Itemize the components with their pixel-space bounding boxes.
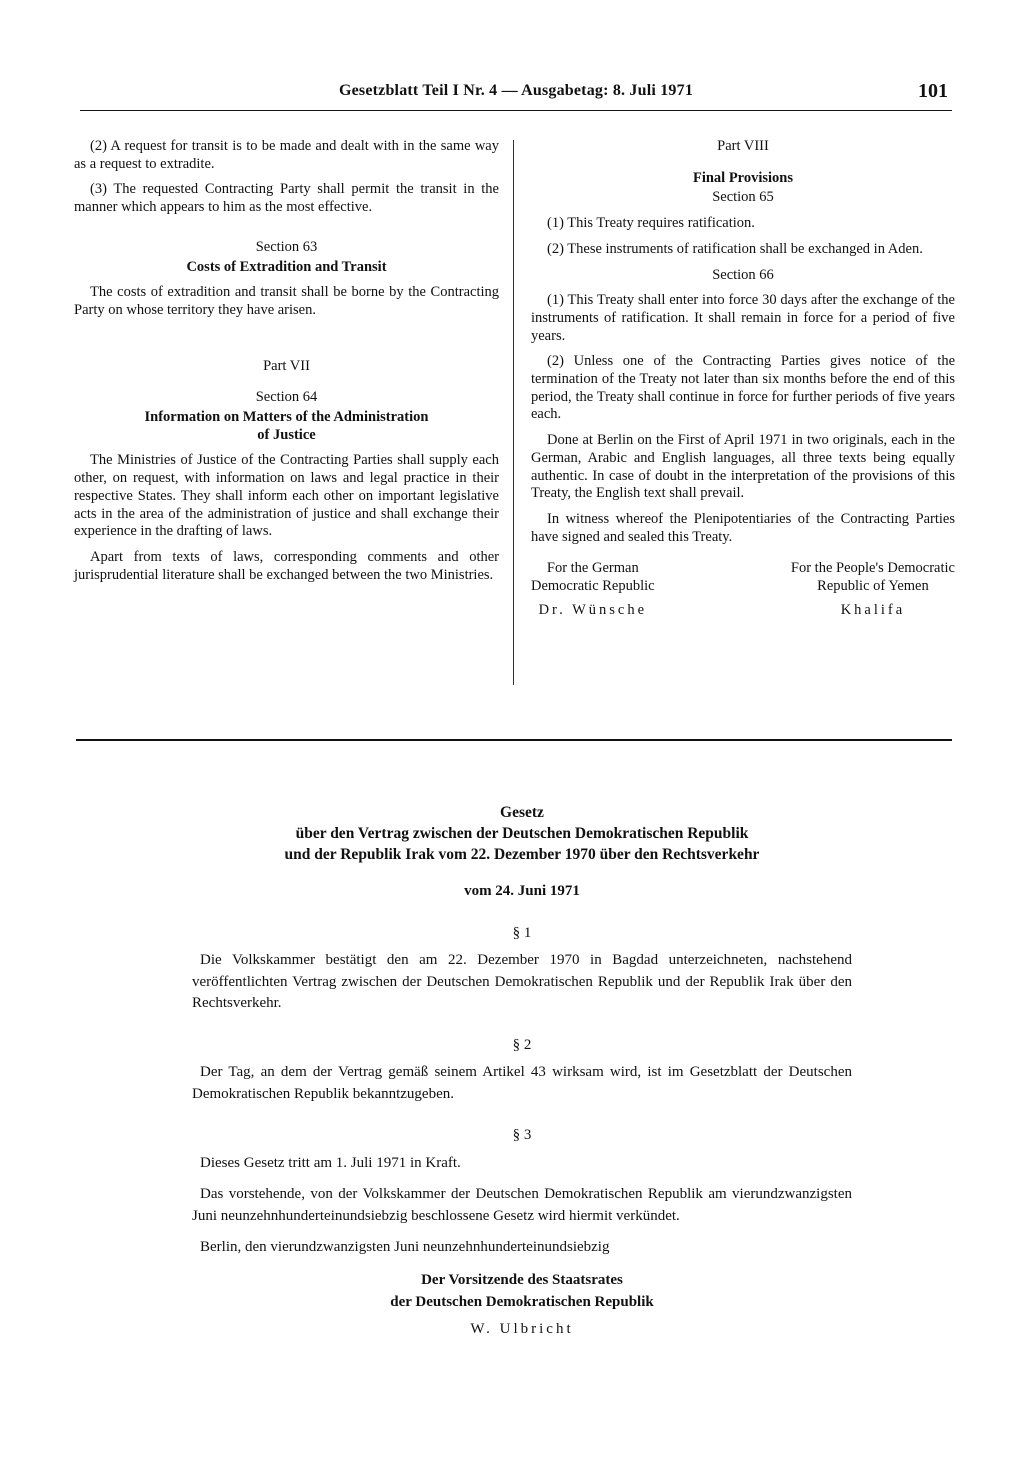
section-66-heading: Section 66	[712, 266, 774, 283]
section-64-heading: Section 64	[255, 389, 318, 406]
promulgation-text: Das vorstehende, von der Volkskammer der Deutschen Demokratischen Republik am vierundzwanzigsten Juni neunzehnhunderteinundsiebzig beschlossene Gesetz wird hiermit verkündet.	[192, 1186, 852, 1224]
section-64-text-1: The Ministries of Justice of the Contracting Parties shall supply each other, on request, with information on laws and legal practice in their respective States. They shall inform each other on important legislative acts in the area of the administration of justice and shall exchange their experience in the drafting of laws.	[74, 452, 499, 540]
law-date: vom 24. Juni 1971	[464, 883, 580, 899]
signature-gdr	[531, 560, 655, 619]
final-provisions-title: Final Provisions	[692, 169, 794, 186]
paragraph-2-heading: § 2	[512, 1036, 532, 1053]
signature-yemen-line1: For the People's Democratic	[790, 560, 955, 577]
law-section	[192, 802, 852, 1340]
transit-permit-paragraph: (3) The requested Contracting Party shall permit the transit in the manner which appears to him as the most effective.	[74, 181, 499, 216]
signature-gdr-line2: Democratic Republic	[531, 578, 655, 595]
page-header	[80, 80, 952, 111]
signer-title-line2: der Deutschen Demokratischen Republik	[390, 1293, 654, 1310]
paragraph-2-text: Der Tag, an dem der Vertrag gemäß seinem Artikel 43 wirksam wird, ist im Gesetzblatt der Deutschen Demokratischen Republik bekanntzugeben.	[192, 1064, 852, 1102]
section-66-paragraph-2: (2) Unless one of the Contracting Parties gives notice of the termination of the Treaty not later than six months before the end of this period, the Treaty shall continue in force for further periods of five years each.	[531, 353, 955, 423]
right-column	[531, 138, 955, 619]
signature-gdr-name: Dr. Wünsche	[538, 601, 648, 618]
done-at-paragraph: Done at Berlin on the First of April 1971 in two originals, each in the German, Arabic and English languages, all three texts being equally authentic. In case of doubt in the interpretation of the provisions of this Treaty, the English text shall prevail.	[531, 432, 955, 502]
section-63-heading: Section 63	[255, 238, 318, 255]
signature-yemen-line2: Republic of Yemen	[817, 578, 929, 595]
part-7-heading: Part VII	[263, 357, 310, 374]
signer-name: W. Ulbricht	[470, 1320, 574, 1337]
page-number: 101	[918, 80, 948, 102]
paragraph-3-text: Dieses Gesetz tritt am 1. Juli 1971 in Kraft.	[200, 1154, 461, 1171]
law-title-line2: über den Vertrag zwischen der Deutschen Demokratischen Republik	[295, 825, 749, 842]
witness-paragraph: In witness whereof the Plenipotentiaries of the Contracting Parties have signed and sealed this Treaty.	[531, 510, 955, 545]
section-divider-rule	[76, 739, 952, 741]
column-divider	[513, 140, 514, 685]
paragraph-1-heading: § 1	[512, 924, 532, 941]
section-64-title-line1: Information on Matters of the Administration	[144, 409, 429, 426]
section-65-paragraph-1: (1) This Treaty requires ratification.	[547, 215, 755, 232]
section-64-title-line2: of Justice	[257, 426, 316, 443]
signature-yemen	[791, 560, 955, 619]
signature-gdr-line1: For the German	[546, 560, 639, 577]
signature-yemen-name: Khalifa	[840, 601, 906, 618]
paragraph-1-text: Die Volkskammer bestätigt den am 22. Dezember 1970 in Bagdad unterzeichneten, nachstehend veröffentlichten Vertrag zwischen der Deutschen Demokratischen Republik und der Republik Irak über den Rechtsverkehr.	[192, 952, 852, 1011]
section-65-heading: Section 65	[712, 189, 774, 206]
section-63-text: The costs of extradition and transit shall be borne by the Contracting Party on whose territory they have arisen.	[74, 284, 499, 318]
law-title-line3: und der Republik Irak vom 22. Dezember 1970 über den Rechtsverkehr	[284, 846, 760, 863]
part-8-heading: Part VIII	[717, 138, 769, 154]
section-66-paragraph-1: (1) This Treaty shall enter into force 30 days after the exchange of the instruments of ratification. It shall remain in force for a period of five years.	[531, 292, 955, 344]
signer-title-line1: Der Vorsitzende des Staatsrates	[421, 1271, 623, 1288]
left-column	[74, 138, 499, 592]
transit-request-paragraph: (2) A request for transit is to be made and dealt with in the same way as a request to extradite.	[74, 138, 499, 172]
place-date-line: Berlin, den vierundzwanzigsten Juni neunzehnhunderteinundsiebzig	[200, 1239, 610, 1255]
section-65-paragraph-2: (2) These instruments of ratification shall be exchanged in Aden.	[547, 240, 923, 257]
section-64-text-2: Apart from texts of laws, corresponding comments and other jurisprudential literature shall be exchanged between the two Ministries.	[74, 548, 499, 583]
header-title: Gesetzblatt Teil I Nr. 4 — Ausgabetag: 8. Juli 1971	[338, 82, 694, 99]
law-title-line1: Gesetz	[500, 804, 544, 821]
section-63-title: Costs of Extradition and Transit	[186, 258, 387, 275]
paragraph-3-heading: § 3	[512, 1127, 532, 1143]
treaty-signatures	[531, 560, 955, 619]
